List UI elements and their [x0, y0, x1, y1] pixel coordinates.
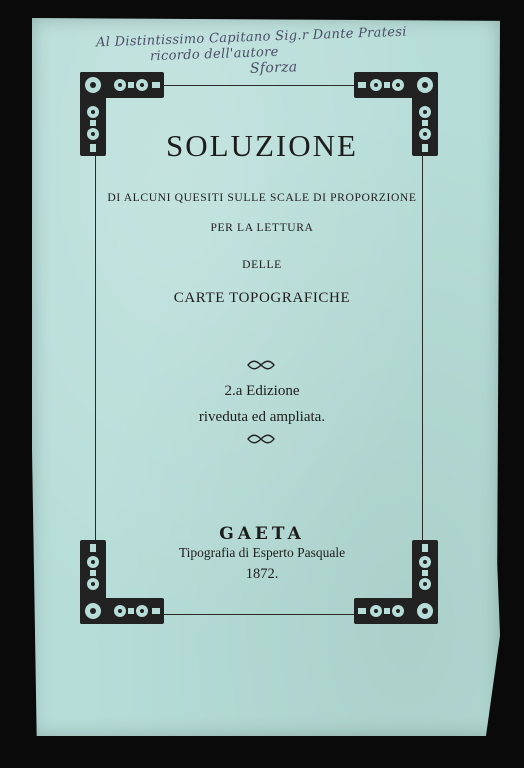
- edition-line-2: riveduta ed ampliata.: [198, 409, 326, 425]
- subtitle-line-4: CARTE TOPOGRAFICHE: [173, 290, 351, 306]
- imprint-year: 1872.: [245, 566, 279, 582]
- edition-line-1: 2.a Edizione: [224, 383, 300, 399]
- scroll-divider-ornament-icon: [246, 434, 276, 444]
- handwritten-signature: Sforza: [249, 59, 298, 77]
- imprint-printer: Tipografia di Esperto Pasquale: [178, 545, 346, 560]
- scroll-divider-ornament-icon: [246, 360, 276, 370]
- document-title: SOLUZIONE: [166, 128, 358, 163]
- subtitle-line-1: DI ALCUNI QUESITI SULLE SCALE DI PROPORZIONE: [107, 191, 417, 204]
- imprint-city: GAETA: [219, 524, 305, 544]
- subtitle-line-2: PER LA LETTURA: [210, 221, 314, 234]
- subtitle-line-3: DELLE: [242, 258, 282, 271]
- handwritten-dedication-line-2: ricordo dell'autore: [149, 44, 279, 65]
- handwritten-dedication-line-1: Al Distintissimo Capitano Sig.r Dante Pratesi: [95, 24, 407, 51]
